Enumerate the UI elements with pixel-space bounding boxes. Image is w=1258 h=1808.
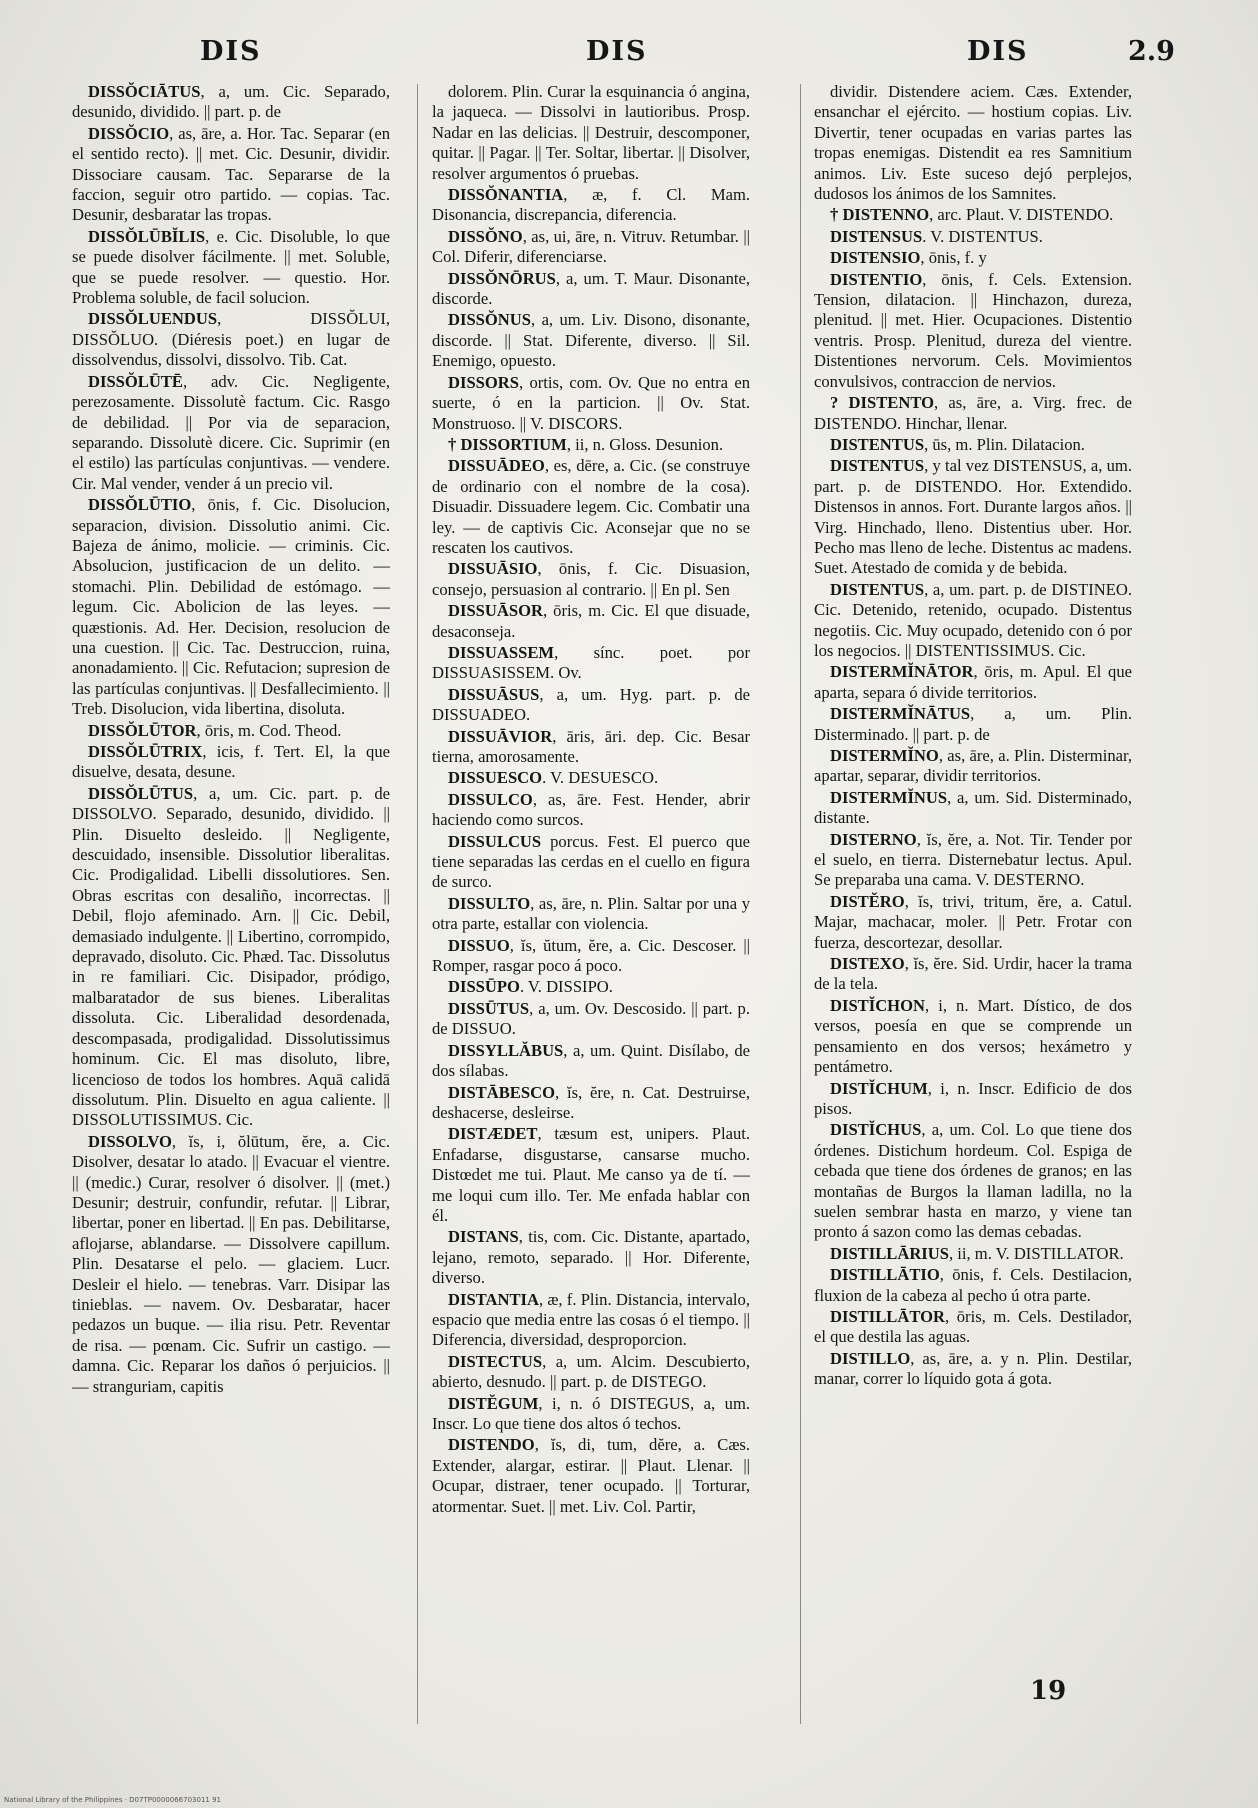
dictionary-entry: DISSŎNO, as, ui, āre, n. Vitruv. Retumbar. || Col. Diferir, diferenciarse.	[432, 226, 750, 267]
dictionary-entry: DISTILLĀTIO, ōnis, f. Cels. Destilacion, fluxion de la cabeza al pecho ú otra parte.	[814, 1265, 1132, 1305]
dictionary-entry: DISSŎLŪTIO, ōnis, f. Cic. Disolucion, separacion, division. Dissolutio animi. Cic. Bajeza de ánimo, molicie. — criminis. Cic. Absolucion, justificacion de un delito. — stomachi. Plin. Debilidad de estómago. — legum. Cic. Abolicion de las leyes. — quæstionis. Ad. Her. Decision, resolucion de una cuestion. || Cic. Tac. Destruccion, ruina, anonadamiento. || Cic. Refutacion; supresion de las partículas conjuntivas. || Desfallecimiento. || Treb. Disolucion, vida libertina, disoluta.	[72, 495, 390, 719]
dictionary-entry: DISSŎNUS, a, um. Liv. Disono, disonante, discorde. || Stat. Diferente, diverso. || Sil. Enemigo, opuesto.	[432, 310, 750, 371]
dictionary-entry: DISTILLĀRIUS, ii, m. V. DISTILLATOR.	[830, 1243, 1124, 1263]
dictionary-entry: DISSŎLŪBĬLIS, e. Cic. Disoluble, lo que se puede disolver fácilmente. || met. Soluble, que se puede resolver. — questio. Hor. Problema soluble, de facil solucion.	[72, 226, 390, 308]
dictionary-entry: DISTENTUS, a, um. part. p. de DISTINEO. Cic. Detenido, retenido, ocupado. Distentus negotiis. Cic. Muy ocupado, detenido con ó por los negocios. || DISTENTISSIMUS. Cic.	[814, 579, 1132, 660]
dictionary-entry: DISSŪTUS, a, um. Ov. Descosido. || part. p. de DISSUO.	[432, 998, 750, 1039]
dictionary-entry: DISTĬCHON, i, n. Mart. Dístico, de dos versos, poesía en que se comprende un pensamiento en dos versos; hexámetro y pentámetro.	[814, 995, 1132, 1077]
dictionary-entry: DISSOLVO, ĭs, i, ŏlūtum, ĕre, a. Cic. Disolver, desatar lo atado. || Evacuar el vientre. || (medic.) Curar, resolver ó disolver. || (met.) Desunir; destruir, confundir, refutar. || Librar, libertar, poner en libertad. || En pas. Debilitarse, aflojarse, ablandarse. — Dissolvere capillum. Plin. Desatarse el pelo. — glaciem. Lucr. Desleir el hielo. — tenebras. Varr. Disipar las tinieblas. — navem. Ov. Desbaratar, hacer pedazos un buque. — ilia risu. Petr. Reventar de risa. — pœnam. Cic. Sufrir un castigo. — damna. Cic. Reparar los daños ó perjuicios. || — stranguriam, capitis	[72, 1131, 390, 1396]
dictionary-entry: dolorem. Plin. Curar la esquinancia ó angina, la jaqueca. — Dissolvi in lautioribus. Prosp. Nadar en las delicias. || Destruir, descomponer, quitar. || Pagar. || Ter. Soltar, libertar. || Disolver, resolver argumentos ó pruebas.	[432, 82, 750, 183]
dictionary-entry: DISTĔRO, ĭs, trivi, tritum, ĕre, a. Catul. Majar, machacar, moler. || Petr. Frotar con fuerza, descortezar, desollar.	[814, 891, 1132, 952]
dictionary-entry: DISSUĀDEO, es, dēre, a. Cic. (se construye de ordinario con el nombre de la cosa). Disuadir. Dissuadere legem. Cic. Combatir una ley. — de captivis Cic. Aconsejar que no se rescaten los cautivos.	[432, 456, 750, 557]
scan-credit: National Library of the Philippines · D07TP0000066703011 91	[4, 1796, 221, 1804]
dictionary-entry: DISTILLĀTOR, ōris, m. Cels. Destilador, el que destila las aguas.	[814, 1306, 1132, 1347]
dictionary-entry: DISSUĀSUS, a, um. Hyg. part. p. de DISSUADEO.	[432, 684, 750, 725]
text-column-right	[814, 82, 1132, 1762]
dictionary-entry: DISSŎNANTIA, æ, f. Cl. Mam. Disonancia, discrepancia, diferencia.	[432, 185, 750, 225]
running-headword-right: DIS	[967, 36, 1029, 67]
dictionary-entry: DISTECTUS, a, um. Alcim. Descubierto, abierto, desnudo. || part. p. de DISTEGO.	[432, 1351, 750, 1392]
dictionary-entry: DISSUĀSIO, ōnis, f. Cic. Disuasion, consejo, persuasion al contrario. || En pl. Sen	[432, 559, 750, 599]
dictionary-entry: DISTERMĬNĀTUS, a, um. Plin. Disterminado. || part. p. de	[814, 704, 1132, 744]
dictionary-entry: DISTERMĬNUS, a, um. Sid. Disterminado, distante.	[814, 787, 1132, 828]
dictionary-entry: † DISTENNO, arc. Plaut. V. DISTENDO.	[830, 205, 1114, 225]
text-column-left	[72, 82, 390, 1762]
dictionary-entry: DISSŎLUENDUS, DISSŎLUI, DISSŎLUO. (Diéresis poet.) en lugar de dissolvendus, dissolvi, dissolvo. Tib. Cat.	[72, 309, 390, 370]
dictionary-entry: DISTANS, tis, com. Cic. Distante, apartado, lejano, remoto, separado. || Hor. Diferente, diverso.	[432, 1227, 750, 1288]
dictionary-entry: DISTERMĬNO, as, āre, a. Plin. Disterminar, apartar, separar, dividir territorios.	[814, 746, 1132, 786]
dictionary-entry: DISSYLLĂBUS, a, um. Quint. Disílabo, de dos sílabas.	[432, 1040, 750, 1081]
page-number: 2.9	[1128, 36, 1175, 67]
dictionary-entry: DISTENSUS. V. DISTENTUS.	[830, 226, 1043, 246]
column-divider	[417, 84, 418, 1724]
dictionary-entry: DISSUĀVIOR, āris, āri. dep. Cic. Besar tierna, amorosamente.	[432, 726, 750, 766]
dictionary-entry: DISTEXO, ĭs, ĕre. Sid. Urdir, hacer la trama de la tela.	[814, 954, 1132, 994]
dictionary-entry: DISTENDO, ĭs, di, tum, dĕre, a. Cæs. Extender, alargar, estirar. || Plaut. Llenar. || Ocupar, distraer, tener ocupado. || Torturar, atormentar. Suet. || met. Liv. Col. Partir,	[432, 1435, 750, 1516]
dictionary-entry: DISTÆDET, tæsum est, unipers. Plaut. Enfadarse, disgustarse, cansarse mucho. Distœdet me tui. Plaut. Me canso ya de tí. — me loqui cum illo. Ter. Me enfada hablar con él.	[432, 1124, 750, 1225]
dictionary-entry: DISTĬCHUS, a, um. Col. Lo que tiene dos órdenes. Distichum hordeum. Col. Espiga de cebada que tiene dos órdenes de granos; en las montañas de Burgos la llaman ladilla, no la suelen sembrar hasta en marzo, y viene tan pronto á sazon como las demas cebadas.	[814, 1120, 1132, 1242]
running-header	[0, 36, 1258, 76]
dictionary-entry: DISTENSIO, ōnis, f. y	[830, 248, 987, 268]
dictionary-entry: dividir. Distendere aciem. Cæs. Extender, ensanchar el ejército. — hostium copias. Liv. Divertir, tener ocupadas en varias partes las tropas enemigas. Distendit ea res Samnitium animos. Liv. Este suceso dejó perplejos, dudosos los ánimos de los Samnites.	[814, 82, 1132, 204]
dictionary-entry: ? DISTENTO, as, āre, a. Virg. frec. de DISTENDO. Hinchar, llenar.	[814, 393, 1132, 433]
dictionary-entry: DISTERNO, ĭs, ĕre, a. Not. Tir. Tender por el suelo, en tierra. Disternebatur lectus. Apul. Se preparaba una cama. V. DESTERNO.	[814, 829, 1132, 890]
dictionary-entry: DISSŎLŪTOR, ōris, m. Cod. Theod.	[88, 720, 342, 740]
dictionary-entry: DISSUESCO. V. DESUESCO.	[448, 768, 659, 788]
dictionary-entry: DISTANTIA, æ, f. Plin. Distancia, intervalo, espacio que media entre las cosas ó el tiempo. || Diferencia, diversidad, desproporcion.	[432, 1289, 750, 1350]
dictionary-entry: DISSŎCIĀTUS, a, um. Cic. Separado, desunido, dividido. || part. p. de	[72, 82, 390, 122]
dictionary-entry: DISSŎLŪTRIX, icis, f. Tert. El, la que disuelve, desata, desune.	[72, 742, 390, 782]
dictionary-entry: DISSŎNŌRUS, a, um. T. Maur. Disonante, discorde.	[432, 268, 750, 309]
dictionary-entry: † DISSORTIUM, ii, n. Gloss. Desunion.	[448, 434, 724, 454]
running-headword-center: DIS	[586, 36, 648, 67]
dictionary-entry: DISSŎLŪTUS, a, um. Cic. part. p. de DISSOLVO. Separado, desunido, dividido. || Plin. Disuelto desleido. || Negligente, descuidado, insensible. Dissolutior liberalitas. Cic. Prodigalidad. Libelli dissolutiores. Sen. Obras escritas con desaliño, incorrectas. || Debil, flojo afeminado. Arn. || Cic. Debil, demasiado indulgente. || Libertino, corrompido, depravado, disoluto. Cic. Phæd. Tac. Dissolutus in re familiari. Cic. Disipador, pródigo, malbaratador de sus bienes. Liberalitas dissoluta. Cic. Liberalidad desordenada, descompasada, prodigalidad. Dissolutissimus hominum. Cic. El mas disoluto, libre, licencioso de todos los hombres. Aquā calidā dissolutum. Plin. Disuelto en agua caliente. || DISSOLUTISSIMUS. Cic.	[72, 783, 390, 1130]
dictionary-entry: DISSULCUS porcus. Fest. El puerco que tiene separadas las cerdas en el cuello en figura de surco.	[432, 831, 750, 892]
dictionary-entry: DISTERMĬNĀTOR, ōris, m. Apul. El que aparta, separa ó divide territorios.	[814, 662, 1132, 702]
dictionary-entry: DISTENTUS, y tal vez DISTENSUS, a, um. part. p. de DISTENDO. Hor. Extendido. Distensos in annos. Fort. Durante largos años. || Virg. Hinchado, lleno. Distentius uber. Hor. Pecho mas lleno de leche. Distentus ac madens. Suet. Atestado de comida y de bebida.	[814, 456, 1132, 578]
dictionary-entry: DISTĔGUM, i, n. ó DISTEGUS, a, um. Inscr. Lo que tiene dos altos ó techos.	[432, 1393, 750, 1433]
dictionary-entry: DISTILLO, as, āre, a. y n. Plin. Destilar, manar, correr lo líquido gota á gota.	[814, 1348, 1132, 1389]
dictionary-entry: DISSUO, ĭs, ŭtum, ĕre, a. Cic. Descoser. || Romper, rasgar poco á poco.	[432, 935, 750, 976]
dictionary-entry: DISSORS, ortis, com. Ov. Que no entra en suerte, ó en la particion. || Ov. Stat. Monstruoso. || V. DISCORS.	[432, 372, 750, 433]
dictionary-entry: DISSŎLŪTĒ, adv. Cic. Negligente, perezosamente. Dissolutè factum. Cic. Rasgo de debilidad. || Por via de separacion, separando. Dissolutè dicere. Cic. Suprimir (en el estilo) las partículas conjuntivas. — vendere. Cir. Mal vender, vender á un precio vil.	[72, 371, 390, 493]
dictionary-entry: DISTENTIO, ōnis, f. Cels. Extension. Tension, dilatacion. || Hinchazon, dureza, plenitud. || met. Hier. Ocupaciones. Distentio ventris. Prosp. Plenitud, dureza del vientre. Distentiones nervorum. Cels. Movimientos convulsivos, contraccion de nervios.	[814, 269, 1132, 391]
dictionary-entry: DISSULCO, as, āre. Fest. Hender, abrir haciendo como surcos.	[432, 789, 750, 830]
dictionary-entry: DISSŪPO. V. DISSIPO.	[448, 977, 613, 997]
dictionary-entry: DISSUĀSOR, ōris, m. Cic. El que disuade, desaconseja.	[432, 601, 750, 641]
running-headword-left: DIS	[200, 36, 262, 67]
text-column-middle	[432, 82, 750, 1762]
column-divider	[800, 84, 801, 1724]
dictionary-entry: DISTĀBESCO, ĭs, ĕre, n. Cat. Destruirse, deshacerse, desleirse.	[432, 1082, 750, 1122]
dictionary-entry: DISSULTO, as, āre, n. Plin. Saltar por una y otra parte, estallar con violencia.	[432, 893, 750, 934]
dictionary-entry: DISTENTUS, ūs, m. Plin. Dilatacion.	[830, 434, 1085, 454]
dictionary-entry: DISSUASSEM, sínc. poet. por DISSUASISSEM. Ov.	[432, 642, 750, 683]
dictionary-entry: DISSŎCIO, as, āre, a. Hor. Tac. Separar (en el sentido recto). || met. Cic. Desunir, dividir. Dissociare causam. Tac. Separarse de la faccion, seguir otro partido. — copias. Tac. Desunir, desbaratar las tropas.	[72, 123, 390, 225]
signature-mark: 19	[1030, 1676, 1067, 1706]
dictionary-entry: DISTĬCHUM, i, n. Inscr. Edificio de dos pisos.	[814, 1078, 1132, 1118]
